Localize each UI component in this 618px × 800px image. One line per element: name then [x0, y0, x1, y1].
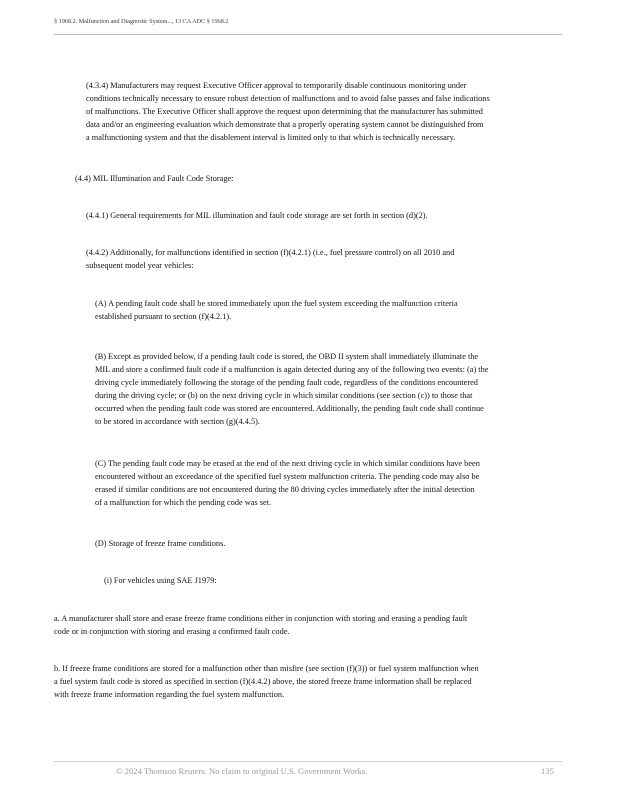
paragraph-line: established pursuant to section (f)(4.2.1). — [95, 312, 232, 321]
paragraph-C — [95, 457, 480, 509]
paragraph-line: a fuel system fault code is stored as specified in section (f)(4.4.2) above, the stored freeze frame information shall be replaced — [54, 677, 472, 686]
paragraph-line: (D) Storage of freeze frame conditions. — [95, 539, 226, 548]
paragraph-line: (4.4) MIL Illumination and Fault Code Storage: — [75, 174, 234, 183]
paragraph-line: occurred when the pending fault code was stored are encountered. Additionally, the pending fault code shall continue — [95, 404, 484, 413]
paragraph-line: (C) The pending fault code may be erased at the end of the next driving cycle in which similar conditions have been — [95, 459, 480, 468]
paragraph-line: encountered without an exceedance of the specified fuel system malfunction criteria. The pending code may also be — [95, 472, 480, 481]
paragraph-line: (4.3.4) Manufacturers may request Executive Officer approval to temporarily disable continuous monitoring under — [86, 81, 467, 90]
paragraph-line: subsequent model year vehicles: — [86, 261, 194, 270]
paragraph-line: (B) Except as provided below, if a pending fault code is stored, the OBD II system shall immediately illuminate the — [95, 352, 479, 361]
paragraph-4-4-2 — [86, 246, 454, 272]
paragraph-line: MIL and store a confirmed fault code if a malfunction is again detected during any of the following two events: (a) the — [95, 365, 489, 374]
paragraph-line: during the driving cycle; or (b) on the next driving cycle in which similar conditions (see section (c)) to those that — [95, 391, 473, 400]
paragraph-line: with freeze frame information regarding the fuel system malfunction. — [54, 690, 285, 699]
paragraph-4-4-1 — [86, 209, 428, 222]
paragraph-line: erased if similar conditions are not encountered during the 80 driving cycles immediately after the initial detection — [95, 485, 475, 494]
header-divider — [54, 34, 562, 35]
paragraph-4-3-4 — [86, 79, 490, 144]
paragraph-D — [95, 537, 225, 550]
paragraph-B — [95, 350, 488, 428]
paragraph-4-4-heading — [75, 172, 233, 185]
paragraph-line: a. A manufacturer shall store and erase freeze frame conditions either in conjunction with storing and erasing a pending fault — [54, 614, 468, 623]
paragraph-line: (4.4.1) General requirements for MIL illumination and fault code storage are set forth in section (d)(2). — [86, 211, 428, 220]
paragraph-line: conditions technically necessary to ensure robust detection of malfunctions and to avoid false passes and false indications — [86, 94, 490, 103]
paragraph-line: b. If freeze frame conditions are stored for a malfunction other than misfire (see section (f)(3)) or fuel system malfunction when — [54, 664, 479, 673]
page-number: 135 — [541, 766, 554, 776]
paragraph-line: to be stored in accordance with section (g)(4.4.5). — [95, 417, 260, 426]
paragraph-line: of malfunctions. The Executive Officer shall approve the request upon determining that the manufacturer has submitted — [86, 107, 483, 116]
running-header-citation: § 1968.2. Malfunction and Diagnostic System..., 13 CA ADC § 1968.2 — [54, 18, 229, 25]
paragraph-line: (A) A pending fault code shall be stored immediately upon the fuel system exceeding the malfunction criteria — [95, 299, 458, 308]
paragraph-A — [95, 297, 458, 323]
footer-divider — [54, 761, 562, 762]
paragraph-line: code or in conjunction with storing and erasing a confirmed fault code. — [54, 627, 290, 636]
paragraph-line: (4.4.2) Additionally, for malfunctions identified in section (f)(4.2.1) (i.e., fuel pressure control) on all 2010 and — [86, 248, 455, 257]
paragraph-b — [54, 662, 479, 701]
paragraph-i — [104, 574, 217, 587]
paragraph-line: a malfunctioning system and that the disablement interval is limited only to that which is technically necessary. — [86, 133, 456, 142]
paragraph-line: data and/or an engineering evaluation which demonstrate that a properly operating system cannot be distinguished from — [86, 120, 484, 129]
footer-copyright: © 2024 Thomson Reuters. No claim to original U.S. Government Works. — [116, 766, 368, 776]
paragraph-line: of a malfunction for which the pending code was set. — [95, 498, 272, 507]
paragraph-a — [54, 612, 467, 638]
paragraph-line: (i) For vehicles using SAE J1979: — [104, 576, 217, 585]
paragraph-line: driving cycle immediately following the storage of the pending fault code, regardless of the conditions encountered — [95, 378, 478, 387]
